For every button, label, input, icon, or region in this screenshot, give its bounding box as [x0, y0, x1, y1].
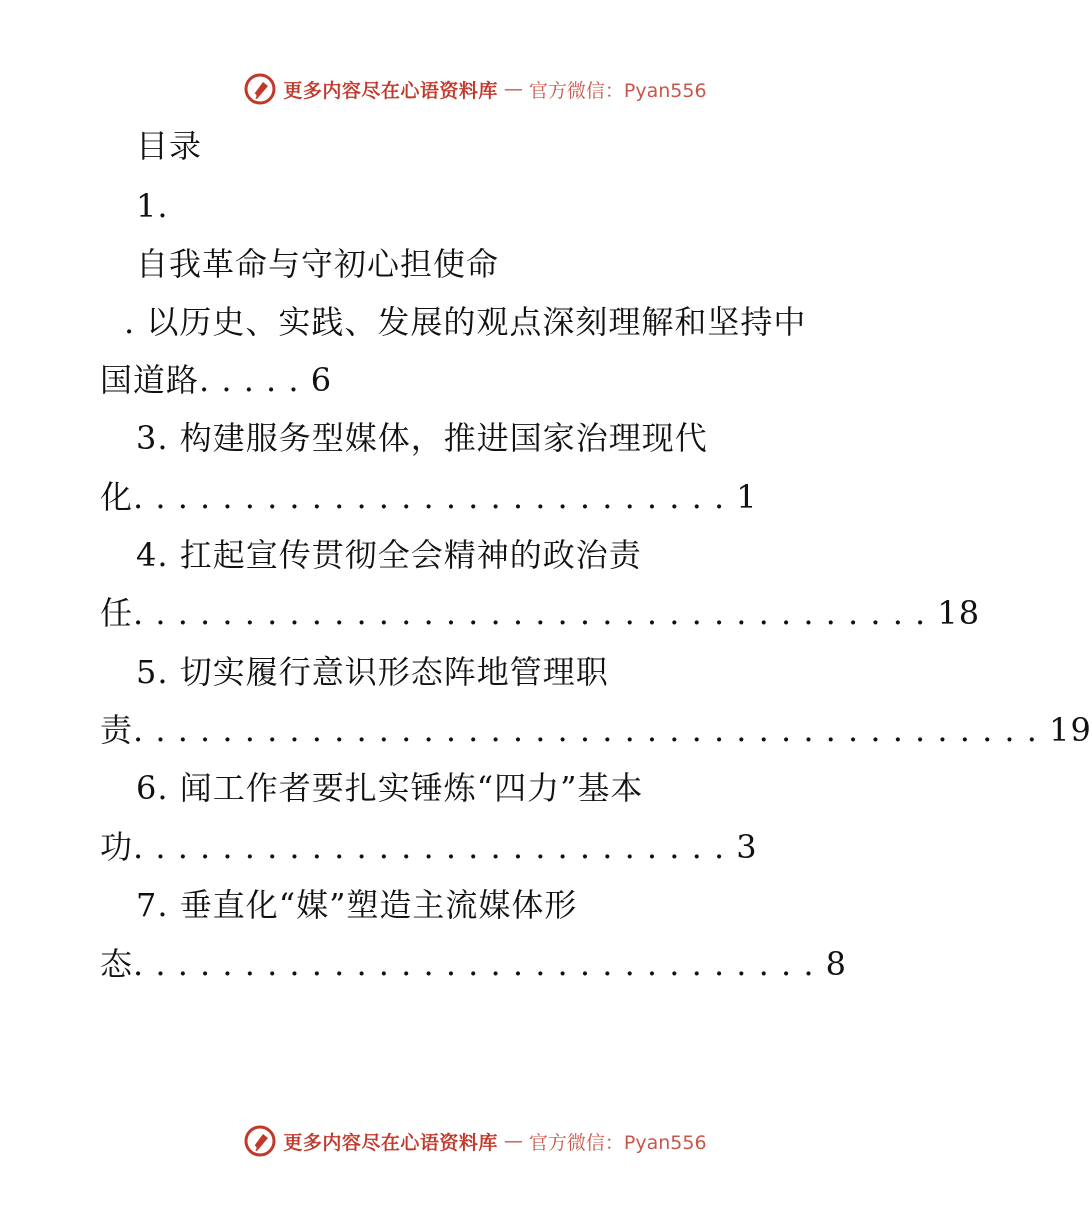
watermark-wechat: 官方微信：Pyan556	[528, 79, 707, 102]
toc-entry-4-line-2: 任. . . . . . . . . . . . . . . . . . . . . . . . . . . . . . . . . . . . 18	[100, 594, 981, 632]
toc-entry-6-line-1: 6. 闻工作者要扎实锤炼“四力”基本	[136, 769, 644, 807]
pen-circle-logo-icon	[243, 72, 277, 106]
watermark-banner-top	[0, 72, 950, 106]
toc-entry-2-line-2: 国道路. . . . . 6	[100, 361, 333, 399]
watermark-separator: —	[503, 78, 523, 100]
watermark-text: 更多内容尽在心语资料库	[283, 79, 498, 102]
toc-entry-7-line-2: 态. . . . . . . . . . . . . . . . . . . . . . . . . . . . . . . 8	[100, 945, 848, 983]
toc-entry-5-line-1: 5. 切实履行意识形态阵地管理职	[136, 653, 609, 691]
toc-entry-2-line-1: . 以历史、实践、发展的观点深刻理解和坚持中	[124, 303, 807, 341]
watermark-banner-bottom	[0, 1124, 950, 1158]
watermark-text: 更多内容尽在心语资料库	[283, 1131, 498, 1154]
toc-entry-3-line-2: 化. . . . . . . . . . . . . . . . . . . . . . . . . . . 1	[100, 478, 758, 516]
toc-entry-4-line-1: 4. 扛起宣传贯彻全会精神的政治责	[136, 536, 642, 574]
toc-heading: 目录	[136, 127, 203, 165]
toc-entry-6-line-2: 功. . . . . . . . . . . . . . . . . . . . . . . . . . . 3	[100, 828, 758, 866]
toc-entry-5-line-2: 责. . . . . . . . . . . . . . . . . . . . . . . . . . . . . . . . . . . . . . . . . 19	[100, 711, 1092, 749]
toc-entry-3-line-1: 3. 构建服务型媒体，推进国家治理现代	[136, 419, 708, 457]
pen-circle-logo-icon	[243, 1124, 277, 1158]
toc-number: 1.	[136, 187, 169, 225]
watermark-wechat: 官方微信：Pyan556	[528, 1131, 707, 1154]
toc-entry-7-line-1: 7. 垂直化“媒”塑造主流媒体形	[136, 886, 578, 924]
toc-entry-1-line-1: 自我革命与守初心担使命	[136, 245, 500, 283]
watermark-separator: —	[503, 1130, 523, 1152]
